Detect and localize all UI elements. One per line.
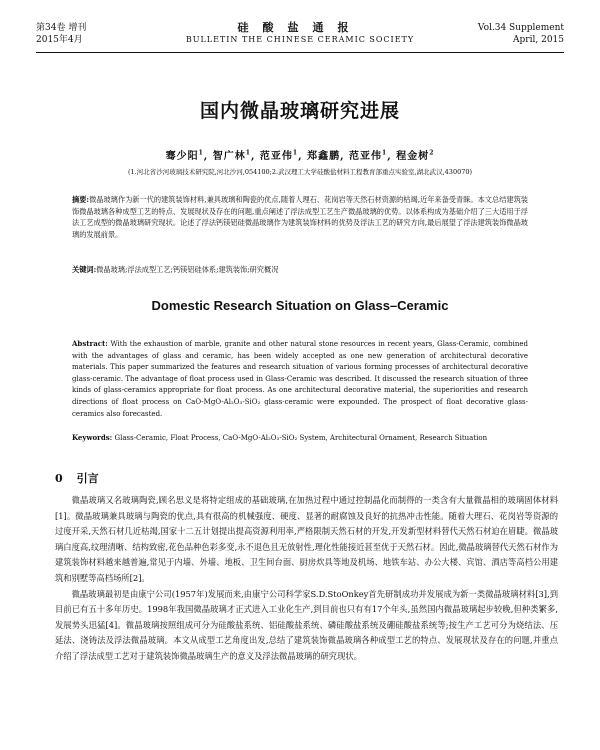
paper-title-en: Domestic Research Situation on Glass–Ceramic xyxy=(151,298,449,313)
abstract-en-text: With the exhaustion of marble, granite and other natural stone resources in recent years, Glass-Ceramic, combined with the advantages of glass and ceramic, has been widely accepted as one new generation of architectural decorative materials. This paper summarized the features and research situation of various forming processes of architectural decorative glass-ceramic. The advantage of float process used in Glass-Ceramic was described. It discussed the research situation of three kinds of glass-ceramics appropriate for float process. As one architectural decorative material, the superiorities and research directions of float process on CaO-MgO-Al₂O₃-SiO₂ glass-ceramic were expounded. The prospect of float decorative glass-ceramics also forecasted. xyxy=(72,340,528,418)
date-en: April, 2015 xyxy=(513,35,564,45)
affiliation: (1.河北省沙河玻璃技术研究院,河北沙河,054100;2.武汉理工大学硅酸盐材料工程教育部重点实验室,湖北武汉,430070) xyxy=(127,168,473,176)
author-affiliation-mark: 2 xyxy=(429,149,435,157)
keywords-cn-text: 微晶玻璃;浮法成型工艺;钙镁铝硅体系;建筑装饰;研究概况 xyxy=(96,265,279,274)
author-name: 郑鑫鹏 xyxy=(307,151,341,162)
keywords-cn-label: 关键词: xyxy=(72,265,97,274)
keywords-en-text: Glass-Ceramic, Float Process, CaO-MgO-Al₂O₃-SiO₂ System, Architectural Ornament, Research Situation xyxy=(114,434,488,442)
abstract-en-label: Abstract: xyxy=(72,339,108,348)
keywords-en-label: Keywords: xyxy=(72,433,113,442)
author-affiliation-mark: 1 xyxy=(292,149,299,157)
abstract-en xyxy=(72,338,528,420)
section-number: 0 xyxy=(55,472,63,485)
section-heading xyxy=(55,470,99,486)
header-rule xyxy=(36,52,564,53)
author-list: 骞少阳$^1$, 智广林$^1$, 范亚伟$^1$, 郑鑫鹏, 范亚伟$^1$, 程金树$^2$ xyxy=(165,149,435,162)
body-paragraph: 微晶玻璃最初是由康宁公司(1957年)发展而来,由康宁公司科学家S.D.StoOnkey首先研制成功并发展成为新一类微晶玻璃材料[3],到目前已有五十多年历史。1998年我国微晶玻璃才正式进入工业化生产,到目前也只有有17个年头,虽然国内微晶玻璃起步较晚,但种类繁多,发展势头迅猛[4]。微晶玻璃按照组成可分为硅酸盐系统、铝硅酸盐系统、磷硅酸盐系统及硼硅酸盐系统等;按生产工艺可分为烧结法、压延法、浇铸法及浮法微晶玻璃。本文从成型工艺角度出发,总结了建筑装饰微晶玻璃各种成型工艺的特点、发展现状及存在的问题,并重点介绍了浮法成型工艺对于建筑装饰微晶玻璃生产的意义及浮法微晶玻璃的研究现状。 xyxy=(55,588,558,661)
keywords-cn xyxy=(72,264,528,275)
volume-en: Vol.34 Supplement xyxy=(477,23,564,33)
abstract-cn xyxy=(72,194,528,240)
author-affiliation-mark: 1 xyxy=(198,149,204,157)
author-affiliation-mark: 1 xyxy=(245,149,251,157)
author-name: 程金树 xyxy=(396,151,430,162)
author-name: 范亚伟 xyxy=(349,151,383,162)
abstract-cn-text: 微晶玻璃作为新一代的建筑装饰材料,兼具玻璃和陶瓷的优点,随着人理石、花岗岩等天然石材资源的枯竭,近年来备受青睐。本文总结建筑装饰微晶玻璃各种成型工艺的特点、发展现状及存在的问题,重点阐述了浮法成型工艺生产微晶玻璃的优势。以体系构成为基础介绍了三大适用于浮法工艺成型的微晶玻璃研究现状。论述了浮法钙镁铝硅微晶玻璃作为建筑装饰材料的优势及浮法工艺的研究方向,最后展望了浮法建筑装饰微晶玻璃的发展前景。 xyxy=(72,195,528,239)
author-name: 智广林 xyxy=(212,151,246,162)
header-right xyxy=(478,22,564,46)
body-paragraph: 微晶玻璃又名玻璃陶瓷,顾名思义是将特定组成的基础玻璃,在加热过程中通过控制晶化而制得的一类含有大量微晶相的玻璃固体材料[1]。微晶玻璃兼具玻璃与陶瓷的优点,具有很高的机械强度、硬度、显著的耐腐蚀及良好的抗热冲击性能。随着大理石、花岗岩等资源的过度开采,天然石材几近枯竭,国家十二五计划提出提高资源利用率,严格限制天然石材的开发,开发新型材料替代天然石材迫在眉睫。微晶玻璃白度高,纹理清晰、结构致密,花色品种色彩多变,永不退色且无放射性,理化性能接近甚至优于天然石材。因此,微晶玻璃替代天然石材作为建筑装饰材料越来越普遍,常见于内墙、外墙、地板、卫生间台面、厨房炊具等地及机场、地铁车站、办公大楼、宾馆、酒店等高档公用建筑和别墅等高档场所[2]。 xyxy=(55,495,558,583)
date-cn: 2015年4月 xyxy=(36,35,83,45)
issue-cn: 第34卷 增刊 xyxy=(36,23,87,33)
author-name: 骞少阳 xyxy=(165,151,199,162)
paper-title-cn: 国内微晶玻璃研究进展 xyxy=(199,100,400,122)
journal-name-en: BULLETIN THE CHINESE CERAMIC SOCIETY xyxy=(185,35,415,44)
section-title: 引言 xyxy=(76,472,99,485)
journal-name-cn: 硅酸盐通报 xyxy=(237,21,363,34)
keywords-en xyxy=(72,432,528,444)
running-header xyxy=(36,22,564,56)
abstract-cn-label: 摘要: xyxy=(72,195,90,204)
author-affiliation-mark: 1 xyxy=(382,149,388,157)
author-name: 范亚伟 xyxy=(259,151,293,162)
body-text xyxy=(55,493,558,665)
